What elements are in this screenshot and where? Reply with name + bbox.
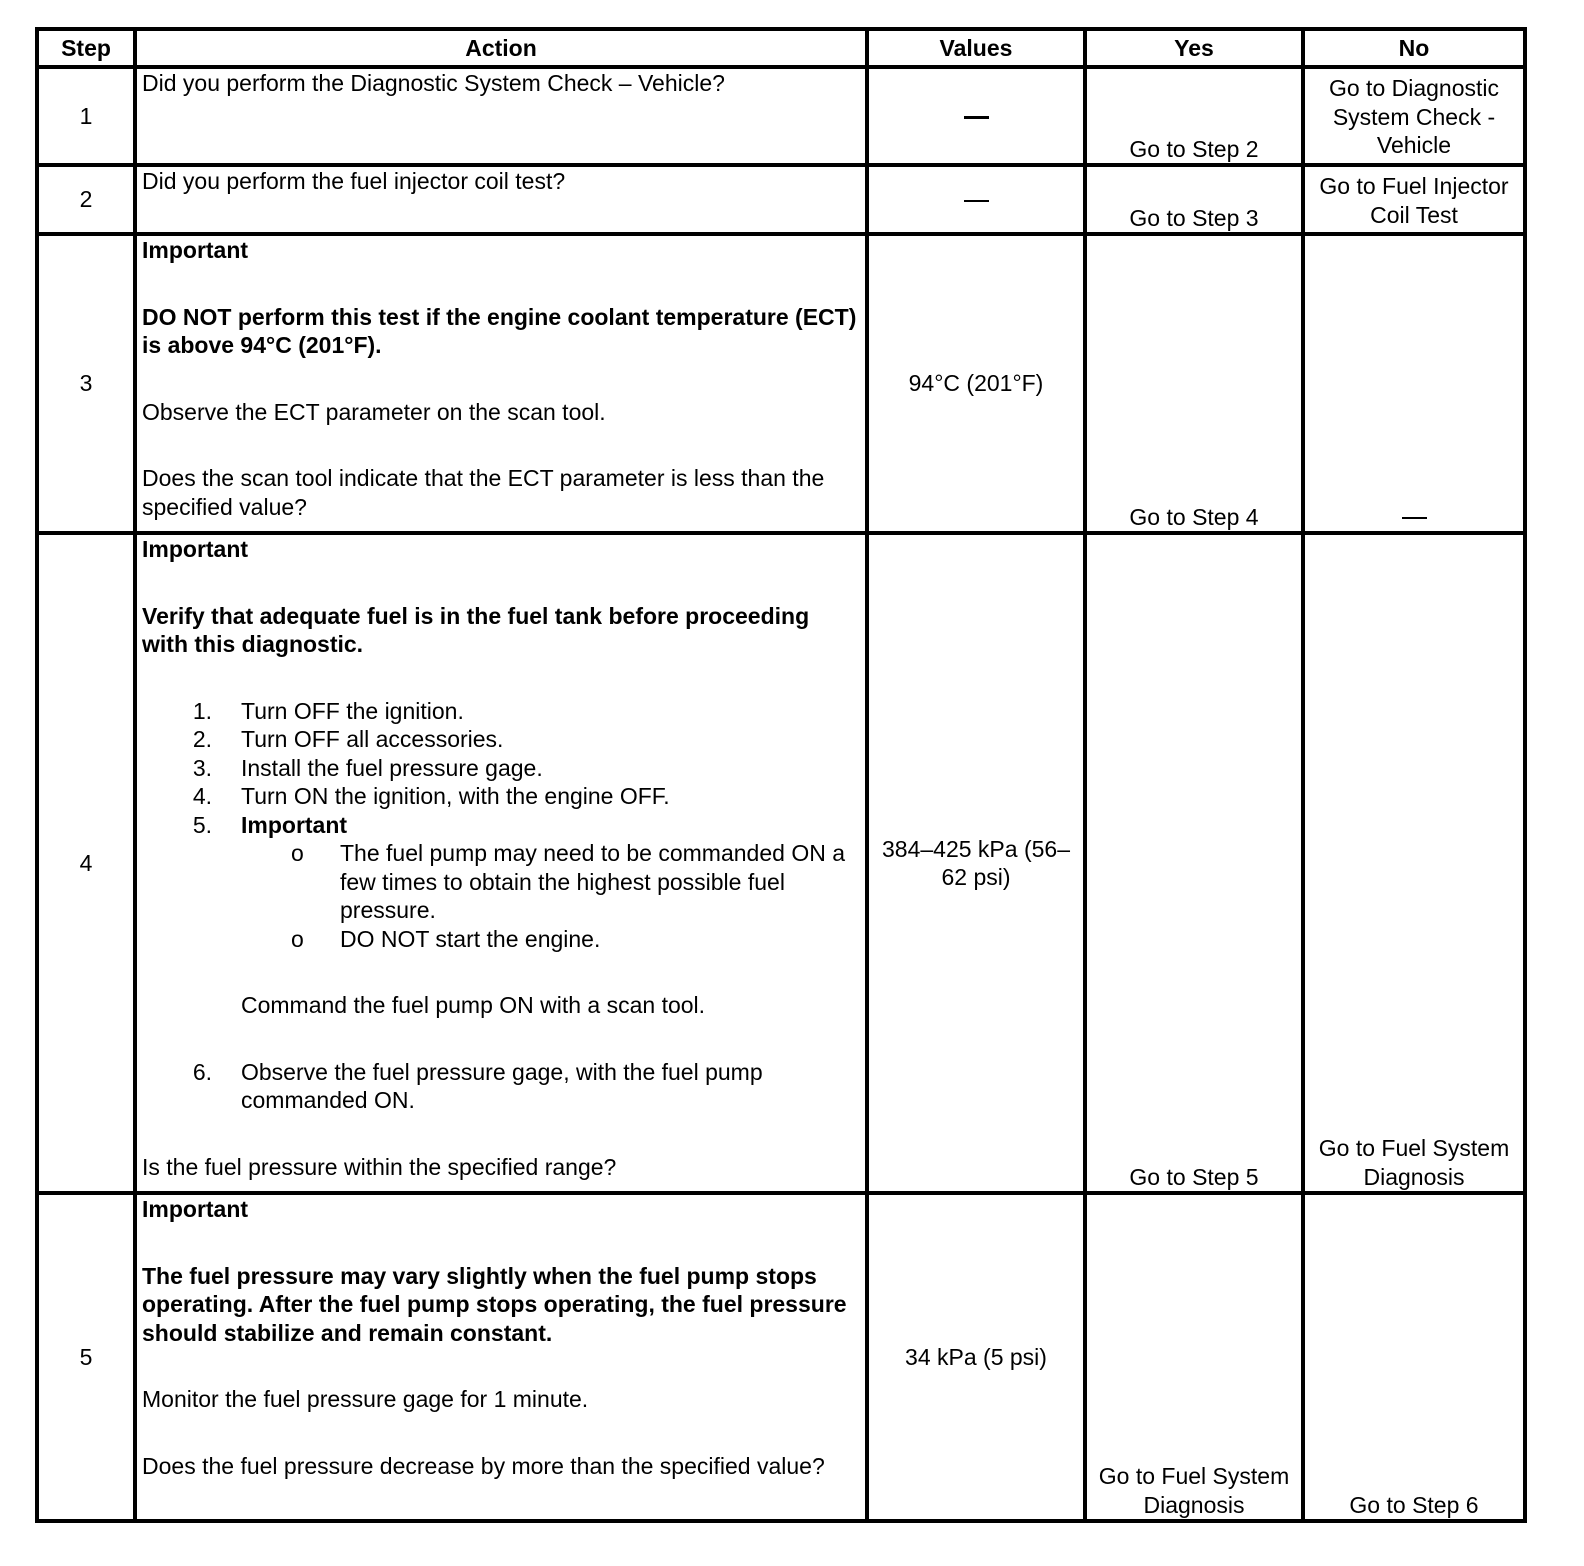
action-cell (135, 533, 867, 1193)
list-item: 3. Install the fuel pressure gage. (192, 754, 543, 781)
no-cell: Go to Fuel System Diagnosis (1303, 533, 1525, 1193)
yes-cell: Go to Step 5 (1085, 533, 1303, 1193)
table-row-step-5 (37, 1193, 1525, 1521)
action-cell (135, 67, 867, 165)
value-cell (867, 67, 1085, 165)
action-cell (135, 234, 867, 533)
action-cell (135, 165, 867, 234)
sub-list-item: o DO NOT start the engine. (291, 925, 601, 952)
header-row (37, 29, 1525, 67)
header-values: Values (867, 29, 1085, 67)
yes-cell: Go to Step 4 (1085, 234, 1303, 533)
table-row-step-3 (37, 234, 1525, 533)
important-warning: Verify that adequate fuel is in the fuel tank before proceeding with this diagnostic. (142, 602, 810, 657)
table-row-step-4 (37, 533, 1525, 1193)
action-question: Did you perform the fuel injector coil test? (142, 168, 566, 194)
action-cell (135, 1193, 867, 1521)
header-yes: Yes (1085, 29, 1303, 67)
value-cell: 384–425 kPa (56–62 psi) (867, 533, 1085, 1193)
important-label: Important (142, 536, 249, 562)
list-item: 2. Turn OFF all accessories. (192, 726, 504, 752)
value-cell: 94°C (201°F) (867, 234, 1085, 533)
action-instruction: Monitor the fuel pressure gage for 1 minute. (142, 1386, 589, 1412)
no-cell: Go to Fuel Injector Coil Test (1303, 165, 1525, 234)
action-question: Is the fuel pressure within the specified range? (142, 1153, 617, 1180)
action-instruction: Observe the ECT parameter on the scan tool. (142, 398, 606, 425)
value-cell: 34 kPa (5 psi) (867, 1193, 1085, 1521)
no-cell: Go to Step 6 (1303, 1193, 1525, 1521)
step-number: 2 (37, 165, 135, 234)
action-question: Does the scan tool indicate that the ECT parameter is less than the specified value? (142, 465, 825, 520)
step-number: 4 (37, 533, 135, 1193)
table-row-step-2 (37, 165, 1525, 234)
action-instruction: Command the fuel pump ON with a scan tool. (241, 992, 706, 1018)
important-label: Important (142, 1196, 249, 1222)
dash-placeholder (964, 200, 989, 202)
dash-placeholder (964, 116, 989, 119)
yes-cell: Go to Fuel System Diagnosis (1085, 1193, 1303, 1521)
step-number: 3 (37, 234, 135, 533)
dash-placeholder (1402, 517, 1427, 519)
yes-cell: Go to Step 2 (1085, 67, 1303, 165)
no-cell (1303, 234, 1525, 533)
sub-list-item: o The fuel pump may need to be commanded ON a few times to obtain the highest possible fuel pressure. (291, 840, 846, 923)
important-warning: DO NOT perform this test if the engine coolant temperature (ECT) is above 94°C (201°F). (142, 303, 857, 358)
step-number: 5 (37, 1193, 135, 1521)
diagnostic-table (35, 27, 1527, 1523)
list-item: 5. Important (192, 811, 348, 838)
header-action: Action (135, 29, 867, 67)
no-cell: Go to Diagnostic System Check - Vehicle (1303, 67, 1525, 165)
header-step: Step (37, 29, 135, 67)
list-item: 1. Turn OFF the ignition. (192, 697, 464, 724)
table-row-step-1 (37, 67, 1525, 165)
important-label: Important (142, 237, 249, 263)
step-number: 1 (37, 67, 135, 165)
value-cell (867, 165, 1085, 234)
important-warning: The fuel pressure may vary slightly when the fuel pump stops operating. After the fuel pump stops operating, the fuel pressure should stabilize and remain constant. (142, 1262, 847, 1346)
action-question: Did you perform the Diagnostic System Check – Vehicle? (142, 70, 725, 96)
yes-cell: Go to Step 3 (1085, 165, 1303, 234)
list-item: 6. Observe the fuel pressure gage, with the fuel pump commanded ON. (192, 1058, 763, 1113)
list-item: 4. Turn ON the ignition, with the engine OFF. (192, 783, 670, 809)
action-question: Does the fuel pressure decrease by more than the specified value? (142, 1452, 825, 1479)
header-no: No (1303, 29, 1525, 67)
